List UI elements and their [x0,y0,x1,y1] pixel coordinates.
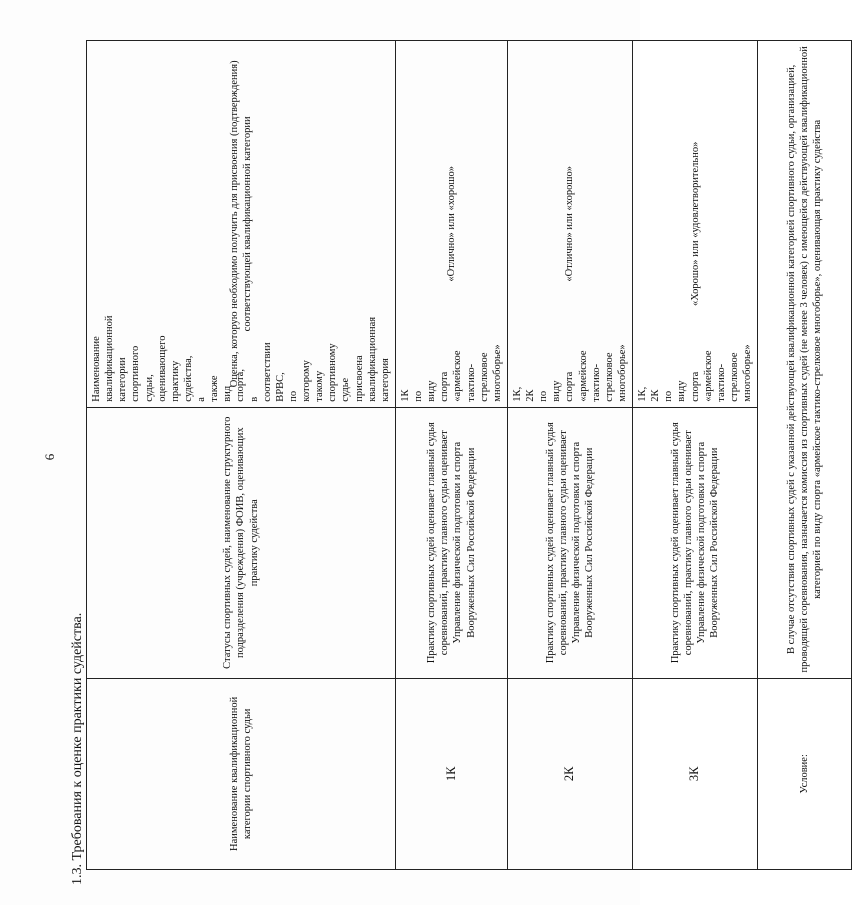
page-number: 6 [42,453,57,461]
condition-row [758,41,852,870]
status-cell: Практику спортивных судей оценивает главный судья соревнований, практику главного судьи оценивает Управление физической подготовки и спорта Вооруженных Сил Российской Федерации [507,407,632,678]
status-cell: Практику спортивных судей оценивает главный судья соревнований, практику главного судьи оценивает Управление физической подготовки и спорта Вооруженных Сил Российской Федерации [395,407,507,678]
table-row: 3К Практику спортивных судей оценивает главный судья соревнований, практику главного судьи оценивает Управление физической подготовки и спорта Вооруженных Сил Российской Федерации 1К, 2К по виду спорта «армейское тактико-стрелковое многоборье» «Хорошо» или «удовлетворительно» [633,41,758,870]
requirements-table [86,40,852,870]
header-grade: Оценка, которую необходимо получить для присвоения (подтверждения) соответствующей квалификационной категории [87,41,396,408]
grade-cell: «Хорошо» или «удовлетворительно» [633,41,758,408]
header-status: Статусы спортивных судей, наименование структурного подразделения (учреждения) ФОИВ, оценивающих практику судейства [87,407,396,678]
section-title: 1.3. Требования к оценке практики судейства. [70,612,85,885]
status-cell: Практику спортивных судей оценивает главный судья соревнований, практику главного судьи оценивает Управление физической подготовки и спорта Вооруженных Сил Российской Федерации [633,407,758,678]
grade-cell: «Отлично» или «хорошо» [395,41,507,408]
table-row: 2К Практику спортивных судей оценивает главный судья соревнований, практику главного судьи оценивает Управление физической подготовки и спорта Вооруженных Сил Российской Федерации 1К, 2К по виду спорта «армейское тактико-стрелковое многоборье» «Отлично» или «хорошо» [507,41,632,870]
category-cell: 2К [507,678,632,869]
table-header-row: Наименование квалификационной категории спортивного судьи Статусы спортивных судей, наименование структурного подразделения (учреждения) ФОИВ, оценивающих практику судейства Наименование квалификационной категории спортивного судьи, оценивающего практику судейства, а также вид спорта, в соответствии ВРВС, по которому такому спортивному судье присвоена квалификационная категория Оценка, которую необходимо получить для присвоения (подтверждения) соответствующей квалификационной категории [87,41,396,870]
header-category: Наименование квалификационной категории спортивного судьи [87,678,396,869]
condition-text: В случае отсутствия спортивных судей с указанной действующей квалификационной категорией спортивного судьи, организацией, проводящей соревнования, назначается комиссия из спортивных судей (не менее 3 человек) с имеющейся действующей квалификационной категорией по виду спорта «армейское тактико-стрелковое многоборье», оценивающая практику судейства [758,41,852,679]
grade-cell: «Отлично» или «хорошо» [507,41,632,408]
category-cell: 3К [633,678,758,869]
table-row: 1К Практику спортивных судей оценивает главный судья соревнований, практику главного судьи оценивает Управление физической подготовки и спорта Вооруженных Сил Российской Федерации 1К по виду спорта «армейское тактико-стрелковое многоборье» «Отлично» или «хорошо» [395,41,507,870]
condition-label: Условие: [758,678,852,869]
category-cell: 1К [395,678,507,869]
